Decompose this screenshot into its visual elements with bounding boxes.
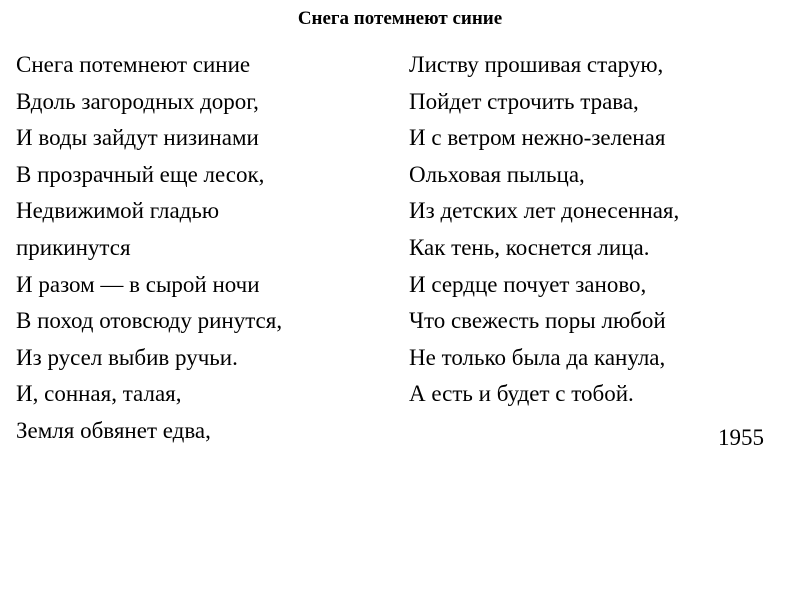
right-stanza [409, 47, 679, 413]
left-stanza [16, 47, 282, 450]
poem-line: В поход отовсюду ринутся, [16, 308, 283, 334]
poem-line: И разом — в сырой ночи [16, 271, 260, 297]
poem-line: А есть и будет с тобой. [409, 381, 634, 407]
poem-line: Не только была да канула, [409, 344, 666, 370]
poem-line: Из детских лет донесенная, [409, 198, 680, 224]
poem-line: И сердце почует заново, [409, 271, 647, 297]
poem-title: Снега потемнеют синие [297, 8, 503, 29]
poem-line: И воды зайдут низинами [16, 125, 259, 151]
poem-line: Как тень, коснется лица. [409, 234, 650, 260]
poem-line: Снега потемнеют синие [16, 52, 251, 77]
poem-year: 1955 [718, 425, 764, 450]
poem-line: прикинутся [16, 234, 131, 260]
poem-line: Что свежесть поры любой [409, 308, 666, 334]
poem-line: И, сонная, талая, [16, 381, 182, 407]
poem-line: И с ветром нежно-зеленая [409, 125, 666, 151]
poem-line: Ольховая пыльца, [409, 161, 585, 187]
poem-line: Из русел выбив ручьи. [16, 344, 238, 370]
poem-line: Листву прошивая старую, [409, 52, 664, 77]
poem-line: Пойдет строчить трава, [409, 88, 639, 114]
poem-line: В прозрачный еще лесок, [16, 161, 265, 187]
poem-line: Земля обвянет едва, [16, 417, 211, 443]
poem-line: Вдоль загородных дорог, [16, 88, 259, 114]
poem-line: Недвижимой гладью [16, 198, 220, 224]
